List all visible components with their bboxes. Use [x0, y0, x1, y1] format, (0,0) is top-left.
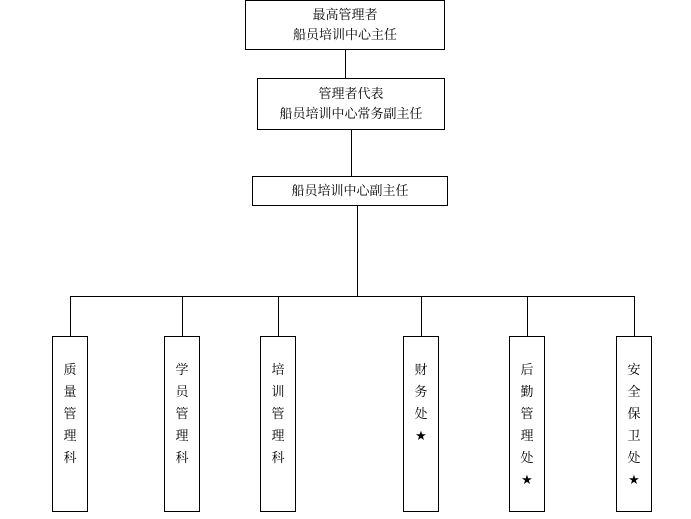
- node-quality-management-char-1: 质: [63, 362, 77, 377]
- node-deputy-director: [252, 176, 448, 206]
- node-finance-office: [403, 336, 439, 512]
- node-quality-management-char-2: 量: [63, 384, 77, 399]
- node-finance-office-char-1: 财: [414, 362, 428, 377]
- node-quality-management: [52, 336, 88, 512]
- connector-drop-4: [421, 296, 422, 336]
- node-security-office-star-icon: ★: [628, 472, 640, 487]
- node-top-manager: [245, 0, 445, 50]
- node-trainee-management-char-1: 学: [175, 362, 189, 377]
- node-training-management-char-1: 培: [271, 362, 285, 377]
- node-training-management: [260, 336, 296, 512]
- connector-drop-2: [182, 296, 183, 336]
- node-security-office-char-4: 卫: [627, 428, 641, 443]
- node-security-office-char-2: 全: [627, 384, 641, 399]
- node-security-office: [616, 336, 652, 512]
- node-logistics-management-char-2: 勤: [520, 384, 534, 399]
- node-top-manager-line-1: 最高管理者: [312, 7, 378, 22]
- connector-top-to-rep: [345, 50, 346, 78]
- node-training-management-char-4: 理: [271, 428, 285, 443]
- node-logistics-management-char-5: 处: [520, 450, 534, 465]
- connector-bus: [70, 296, 634, 297]
- node-logistics-management-char-1: 后: [520, 362, 534, 377]
- node-trainee-management-char-5: 科: [175, 450, 189, 465]
- node-logistics-management: [509, 336, 545, 512]
- node-security-office-char-5: 处: [627, 450, 641, 465]
- connector-drop-5: [527, 296, 528, 336]
- node-finance-office-char-2: 务: [414, 384, 428, 399]
- connector-deputy-trunk: [357, 206, 358, 296]
- node-finance-office-star-icon: ★: [415, 428, 427, 443]
- node-trainee-management-char-2: 员: [175, 384, 189, 399]
- node-logistics-management-star-icon: ★: [521, 472, 533, 487]
- node-trainee-management-char-3: 管: [175, 406, 189, 421]
- connector-drop-3: [278, 296, 279, 336]
- node-top-manager-line-2: 船员培训中心主任: [292, 27, 397, 42]
- node-training-management-char-3: 管: [271, 406, 285, 421]
- node-management-rep: [257, 78, 445, 130]
- node-logistics-management-char-3: 管: [520, 406, 534, 421]
- node-quality-management-char-5: 科: [63, 450, 77, 465]
- node-quality-management-char-4: 理: [63, 428, 77, 443]
- node-security-office-char-1: 安: [627, 362, 641, 377]
- node-management-rep-line-1: 管理者代表: [318, 86, 384, 101]
- connector-rep-to-deputy: [351, 130, 352, 176]
- node-training-management-char-2: 训: [271, 384, 285, 399]
- node-trainee-management: [164, 336, 200, 512]
- node-security-office-char-3: 保: [627, 406, 641, 421]
- node-finance-office-char-3: 处: [414, 406, 428, 421]
- node-deputy-director-line-1: 船员培训中心副主任: [291, 183, 409, 198]
- node-management-rep-line-2: 船员培训中心常务副主任: [279, 106, 423, 121]
- node-trainee-management-char-4: 理: [175, 428, 189, 443]
- connector-drop-6: [634, 296, 635, 336]
- node-logistics-management-char-4: 理: [520, 428, 534, 443]
- node-training-management-char-5: 科: [271, 450, 285, 465]
- node-quality-management-char-3: 管: [63, 406, 77, 421]
- connector-drop-1: [70, 296, 71, 336]
